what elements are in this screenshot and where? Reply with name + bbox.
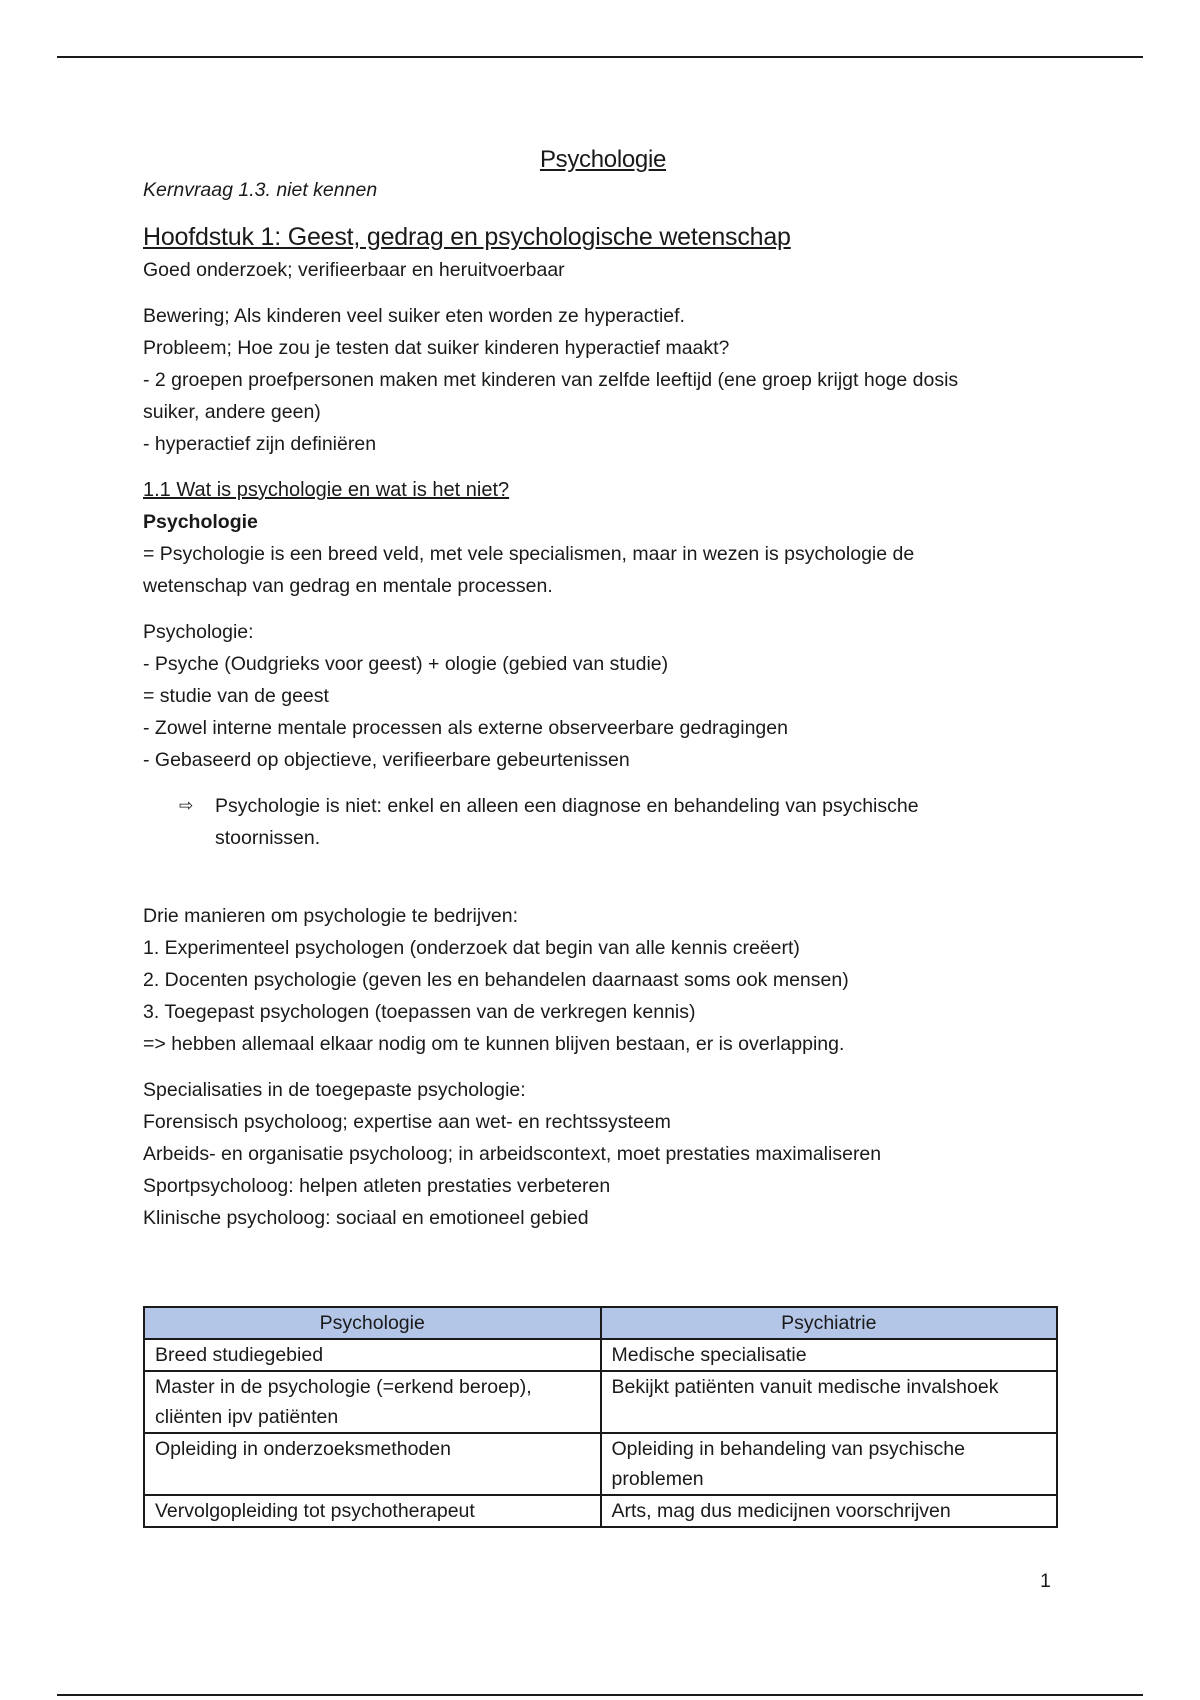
table-row xyxy=(144,1339,1057,1371)
list-line: 3. Toegepast psychologen (toepassen van de verkregen kennis) xyxy=(143,1001,696,1023)
table-row xyxy=(144,1371,1057,1433)
list-line: Specialisaties in de toegepaste psychologie: xyxy=(143,1079,526,1101)
spacer xyxy=(143,854,1063,900)
list-line: = studie van de geest xyxy=(143,685,329,707)
table-row xyxy=(144,1433,1057,1495)
table-cell: Opleiding in behandeling van psychische problemen xyxy=(601,1433,1058,1495)
table-header-row xyxy=(144,1307,1057,1339)
table-cell: Opleiding in onderzoeksmethoden xyxy=(144,1433,601,1495)
comparison-table xyxy=(143,1306,1058,1528)
table-header-cell: Psychologie xyxy=(144,1307,601,1339)
ways-list xyxy=(143,900,1063,1060)
table-cell: Master in de psychologie (=erkend beroep), cliënten ipv patiënten xyxy=(144,1371,601,1433)
claim-line: - hyperactief zijn definiëren xyxy=(143,433,377,455)
document-title: Psychologie xyxy=(539,146,667,173)
spacer xyxy=(143,1248,1063,1306)
list-line: Klinische psycholoog: sociaal en emotioneel gebied xyxy=(143,1207,589,1229)
section-heading: 1.1 Wat is psychologie en wat is het niet? xyxy=(143,479,510,501)
psychologie-list xyxy=(143,616,1063,776)
list-line: => hebben allemaal elkaar nodig om te kunnen blijven bestaan, er is overlapping. xyxy=(143,1033,845,1055)
arrow-note xyxy=(179,790,1063,854)
term-psychologie: Psychologie xyxy=(143,511,258,533)
page-number: 1 xyxy=(1040,1570,1051,1592)
list-line: - Psyche (Oudgrieks voor geest) + ologie (gebied van studie) xyxy=(143,653,669,675)
table-cell: Arts, mag dus medicijnen voorschrijven xyxy=(601,1495,1058,1527)
bottom-rule xyxy=(57,1694,1143,1696)
table-cell: Bekijkt patiënten vanuit medische invalshoek xyxy=(601,1371,1058,1433)
list-line: - Zowel interne mentale processen als externe observeerbare gedragingen xyxy=(143,717,788,739)
table-cell: Breed studiegebied xyxy=(144,1339,601,1371)
table-cell: Medische specialisatie xyxy=(601,1339,1058,1371)
specializations-list xyxy=(143,1074,1063,1234)
claim-block xyxy=(143,300,1063,460)
table-row xyxy=(144,1495,1057,1527)
list-line: 1. Experimenteel psychologen (onderzoek dat begin van alle kennis creëert) xyxy=(143,937,800,959)
top-rule xyxy=(57,56,1143,58)
list-line: Arbeids- en organisatie psycholoog; in arbeidscontext, moet prestaties maximaliseren xyxy=(143,1143,882,1165)
claim-line: Probleem; Hoe zou je testen dat suiker kinderen hyperactief maakt? xyxy=(143,337,730,359)
list-line: - Gebaseerd op objectieve, verifieerbare gebeurtenissen xyxy=(143,749,630,771)
exam-note: Kernvraag 1.3. niet kennen xyxy=(143,179,378,201)
list-line: 2. Docenten psychologie (geven les en behandelen daarnaast soms ook mensen) xyxy=(143,969,849,991)
list-line: Drie manieren om psychologie te bedrijven: xyxy=(143,905,519,927)
claim-line: Bewering; Als kinderen veel suiker eten worden ze hyperactief. xyxy=(143,305,685,327)
chapter-heading: Hoofdstuk 1: Geest, gedrag en psychologische wetenschap xyxy=(143,223,791,251)
claim-line: - 2 groepen proefpersonen maken met kinderen van zelfde leeftijd (ene groep krijgt hoge dosis suiker, andere geen) xyxy=(143,369,959,423)
table-cell: Vervolgopleiding tot psychotherapeut xyxy=(144,1495,601,1527)
arrow-note-text: Psychologie is niet: enkel en alleen een diagnose en behandeling van psychische stoornissen. xyxy=(215,795,919,849)
table-header-cell: Psychiatrie xyxy=(601,1307,1058,1339)
list-line: Psychologie: xyxy=(143,621,254,643)
list-line: Sportpsycholoog: helpen atleten prestaties verbeteren xyxy=(143,1175,611,1197)
list-line: Forensisch psycholoog; expertise aan wet- en rechtssysteem xyxy=(143,1111,671,1133)
chapter-intro: Goed onderzoek; verifieerbaar en heruitvoerbaar xyxy=(143,259,565,281)
right-arrow-icon: ⇨ xyxy=(179,796,194,815)
document-page xyxy=(143,142,1063,1528)
definition: = Psychologie is een breed veld, met vele specialismen, maar in wezen is psychologie de wetenschap van gedrag en mentale processen. xyxy=(143,543,915,597)
